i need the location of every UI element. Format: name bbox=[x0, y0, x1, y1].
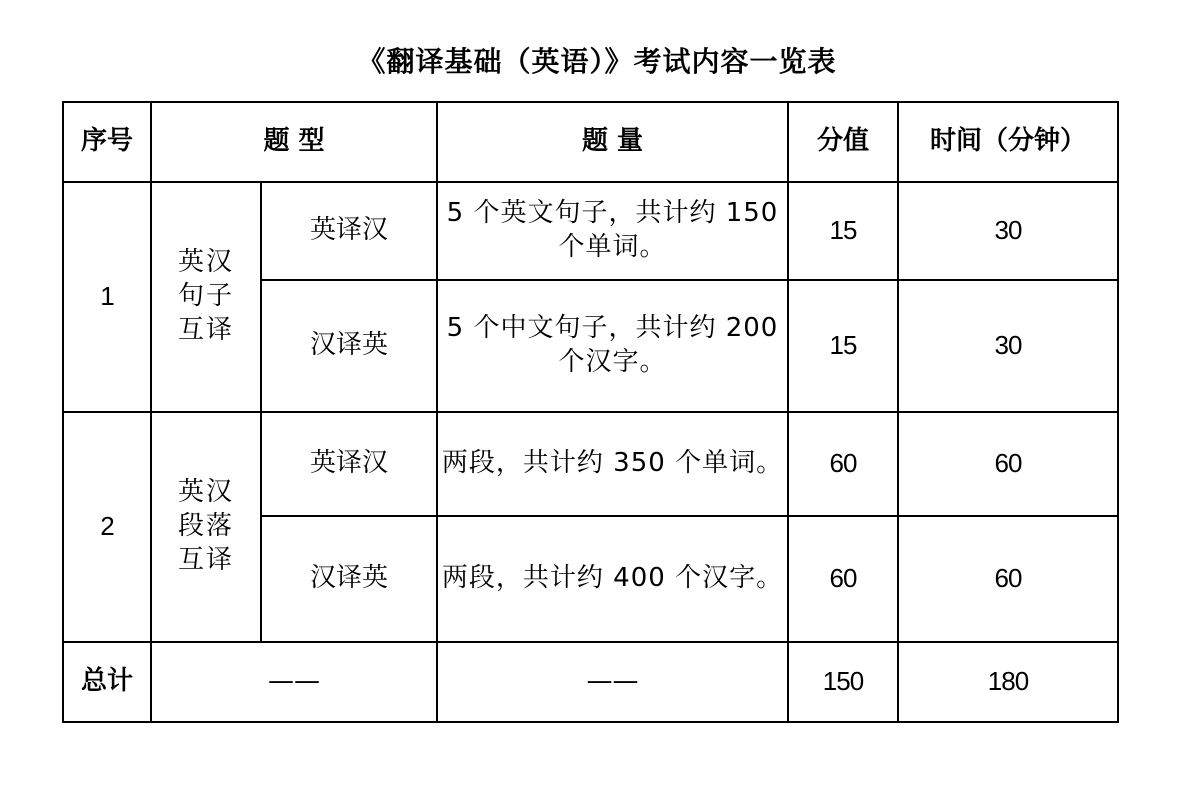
section2-category-line1: 英汉 bbox=[177, 477, 234, 508]
section1-category-line3: 互译 bbox=[177, 314, 234, 345]
header-score: 分值 bbox=[788, 102, 898, 182]
section1-row2-subtype: 汉译英 bbox=[261, 280, 437, 412]
section1-index: 1 bbox=[63, 182, 151, 412]
section1-row1-subtype: 英译汉 bbox=[261, 182, 437, 280]
header-quantity: 题 量 bbox=[437, 102, 788, 182]
section2-category bbox=[151, 412, 261, 642]
section2-row2-subtype: 汉译英 bbox=[261, 516, 437, 642]
section1-row1-score: 15 bbox=[788, 182, 898, 280]
section2-row1-time: 60 bbox=[898, 412, 1118, 516]
section2-index: 2 bbox=[63, 412, 151, 642]
section2-row2-score: 60 bbox=[788, 516, 898, 642]
section1-row1-time: 30 bbox=[898, 182, 1118, 280]
exam-content-table bbox=[62, 101, 1119, 723]
table-row bbox=[63, 412, 1118, 516]
section1-row2-time: 30 bbox=[898, 280, 1118, 412]
total-label: 总计 bbox=[63, 642, 151, 722]
section1-row2-score: 15 bbox=[788, 280, 898, 412]
header-type: 题 型 bbox=[151, 102, 437, 182]
table-row bbox=[63, 182, 1118, 280]
section2-category-line3: 互译 bbox=[177, 544, 234, 575]
header-time: 时间（分钟） bbox=[898, 102, 1118, 182]
section2-row1-quantity: 两段，共计约 350 个单词。 bbox=[437, 412, 788, 516]
section2-row1-subtype: 英译汉 bbox=[261, 412, 437, 516]
section2-row2-time: 60 bbox=[898, 516, 1118, 642]
total-time: 180 bbox=[898, 642, 1118, 722]
total-type: —— bbox=[151, 642, 437, 722]
section2-category-line2: 段落 bbox=[177, 511, 234, 542]
section2-row2-quantity: 两段，共计约 400 个汉字。 bbox=[437, 516, 788, 642]
header-index: 序号 bbox=[63, 102, 151, 182]
section1-category-line2: 句子 bbox=[177, 281, 234, 312]
section1-row2-quantity: 5 个中文句子，共计约 200 个汉字。 bbox=[437, 280, 788, 412]
section1-category bbox=[151, 182, 261, 412]
document-title: 《翻译基础（英语）》考试内容一览表 bbox=[357, 45, 837, 78]
section1-row1-quantity: 5 个英文句子，共计约 150 个单词。 bbox=[437, 182, 788, 280]
section2-row1-score: 60 bbox=[788, 412, 898, 516]
total-score: 150 bbox=[788, 642, 898, 722]
total-quantity: —— bbox=[437, 642, 788, 722]
section1-category-line1: 英汉 bbox=[177, 247, 234, 278]
table-total-row bbox=[63, 642, 1118, 722]
table-header-row bbox=[63, 102, 1118, 182]
